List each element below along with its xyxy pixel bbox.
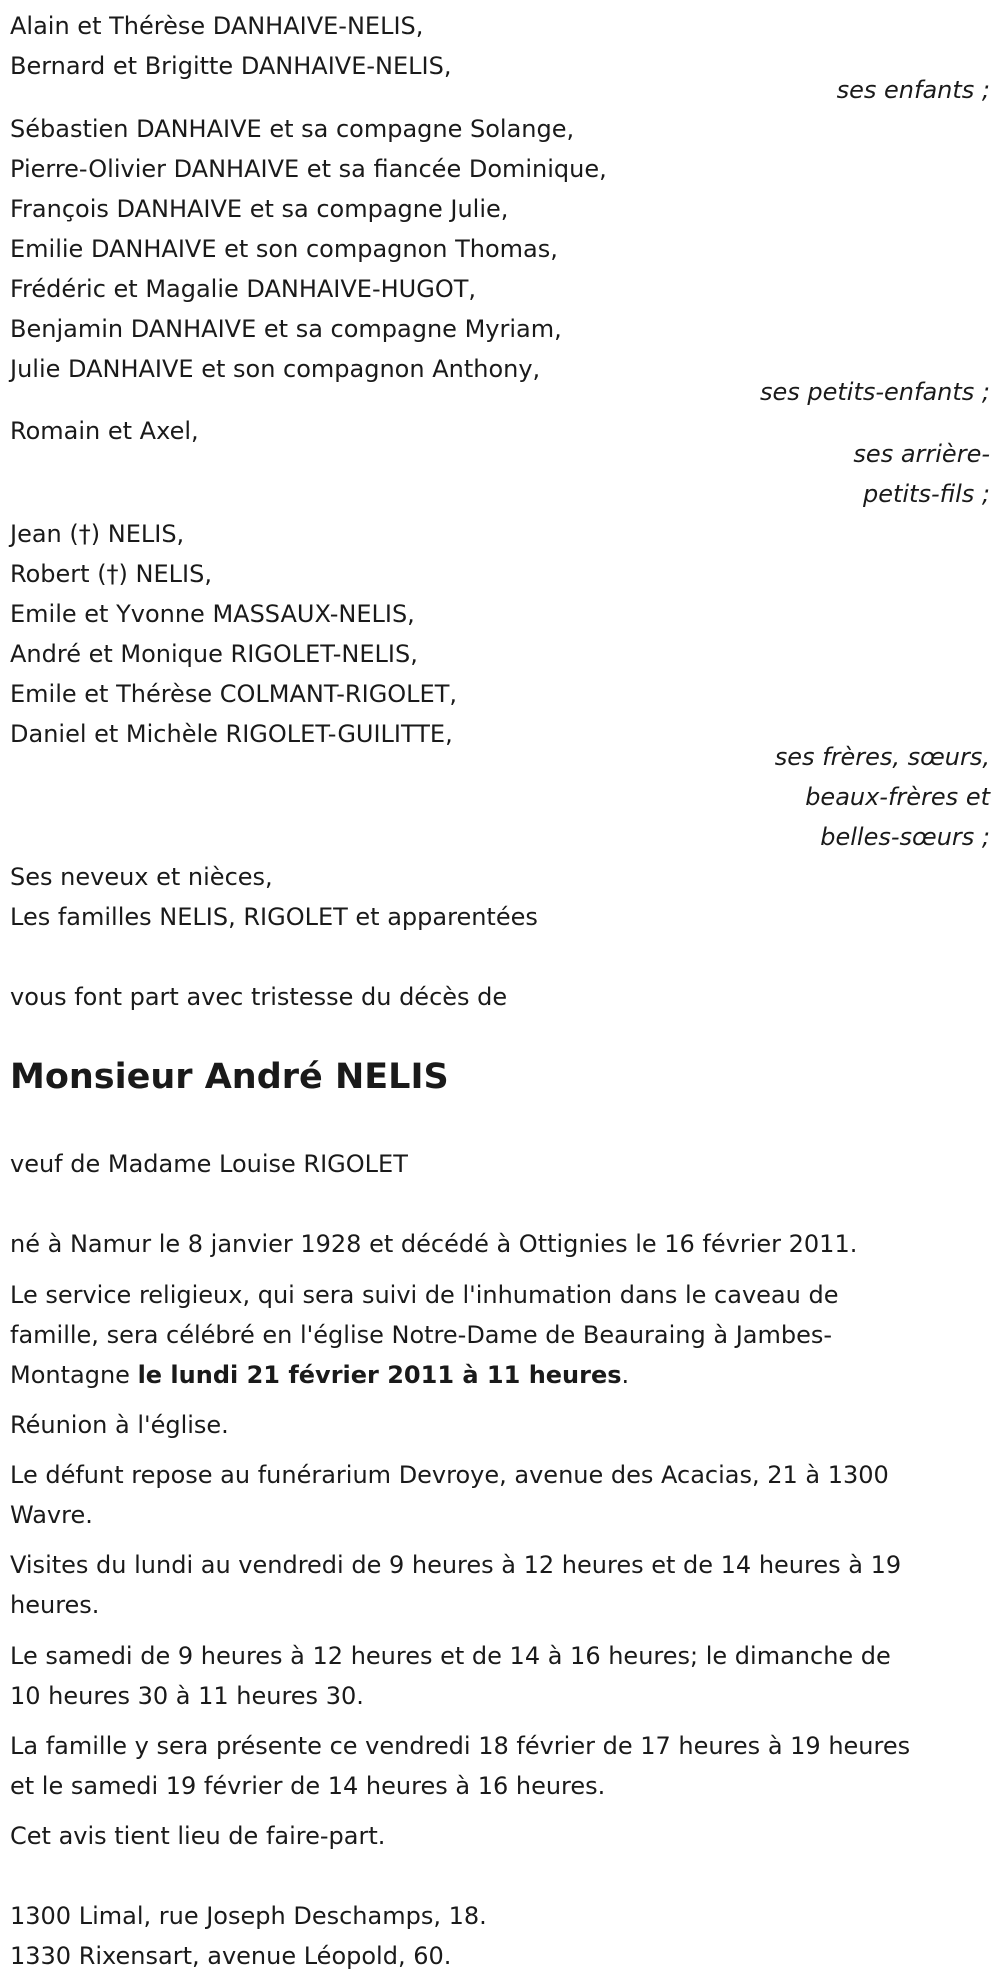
service-line: famille, sera célébré en l'église Notre-Dame de Beauraing à Jambes-: [10, 1321, 833, 1349]
siblings-role: beaux-frères et: [805, 783, 990, 811]
sibling-line: André et Monique RIGOLET-NELIS,: [10, 640, 418, 668]
others-line: Ses neveux et nièces,: [10, 863, 273, 891]
sibling-line: Robert (†) NELIS,: [10, 560, 212, 588]
grandchildren-line: Benjamin DANHAIVE et sa compagne Myriam,: [10, 315, 562, 343]
address-line: 1330 Rixensart, avenue Léopold, 60.: [10, 1942, 452, 1970]
others-line: Les familles NELIS, RIGOLET et apparentées: [10, 903, 538, 931]
visits-line: heures.: [10, 1591, 100, 1619]
great-grandchildren-line: Romain et Axel,: [10, 417, 199, 445]
address-line: 1300 Limal, rue Joseph Deschamps, 18.: [10, 1902, 487, 1930]
sibling-line: Daniel et Michèle RIGOLET-GUILITTE,: [10, 720, 453, 748]
service-line: [10, 1355, 629, 1395]
funeral-home-line: Wavre.: [10, 1501, 93, 1529]
grandchildren-line: Emilie DANHAIVE et son compagnon Thomas,: [10, 235, 558, 263]
grandchildren-line: Pierre-Olivier DANHAIVE et sa fiancée Dominique,: [10, 155, 607, 183]
children-role: ses enfants ;: [836, 76, 990, 104]
service-date: le lundi 21 février 2011 à 11 heures: [137, 1361, 622, 1389]
service-suffix: .: [621, 1361, 630, 1389]
weekend-line: Le samedi de 9 heures à 12 heures et de 14 à 16 heures; le dimanche de: [10, 1642, 891, 1670]
sibling-line: Emile et Yvonne MASSAUX-NELIS,: [10, 600, 415, 628]
siblings-role: belles-sœurs ;: [820, 823, 990, 851]
great-grandchildren-role: ses arrière-: [853, 440, 990, 468]
family-presence-line: La famille y sera présente ce vendredi 18 février de 17 heures à 19 heures: [10, 1732, 911, 1760]
grandchildren-role: ses petits-enfants ;: [759, 378, 990, 406]
grandchildren-line: Sébastien DANHAIVE et sa compagne Solange,: [10, 115, 575, 143]
deceased-name: Monsieur André NELIS: [10, 1057, 449, 1097]
widower-of: veuf de Madame Louise RIGOLET: [10, 1150, 408, 1178]
visits-line: Visites du lundi au vendredi de 9 heures à 12 heures et de 14 heures à 19: [10, 1551, 902, 1579]
grandchildren-line: Frédéric et Magalie DANHAIVE-HUGOT,: [10, 275, 477, 303]
weekend-line: 10 heures 30 à 11 heures 30.: [10, 1682, 364, 1710]
sibling-line: Emile et Thérèse COLMANT-RIGOLET,: [10, 680, 457, 708]
children-line: Bernard et Brigitte DANHAIVE-NELIS,: [10, 52, 452, 80]
great-grandchildren-role: petits-fils ;: [862, 480, 990, 508]
grandchildren-line: Julie DANHAIVE et son compagnon Anthony,: [10, 355, 541, 383]
grandchildren-line: François DANHAIVE et sa compagne Julie,: [10, 195, 509, 223]
service-prefix: Montagne: [10, 1361, 138, 1389]
children-line: Alain et Thérèse DANHAIVE-NELIS,: [10, 12, 424, 40]
sibling-line: Jean (†) NELIS,: [10, 520, 185, 548]
meeting: Réunion à l'église.: [10, 1411, 229, 1439]
funeral-home-line: Le défunt repose au funérarium Devroye, avenue des Acacias, 21 à 1300: [10, 1461, 889, 1489]
family-presence-line: et le samedi 19 février de 14 heures à 16 heures.: [10, 1772, 606, 1800]
siblings-role: ses frères, sœurs,: [774, 743, 990, 771]
notice: Cet avis tient lieu de faire-part.: [10, 1822, 386, 1850]
service-line: Le service religieux, qui sera suivi de l'inhumation dans le caveau de: [10, 1281, 839, 1309]
birth-death: né à Namur le 8 janvier 1928 et décédé à Ottignies le 16 février 2011.: [10, 1230, 858, 1258]
announcement: vous font part avec tristesse du décès de: [10, 983, 508, 1011]
